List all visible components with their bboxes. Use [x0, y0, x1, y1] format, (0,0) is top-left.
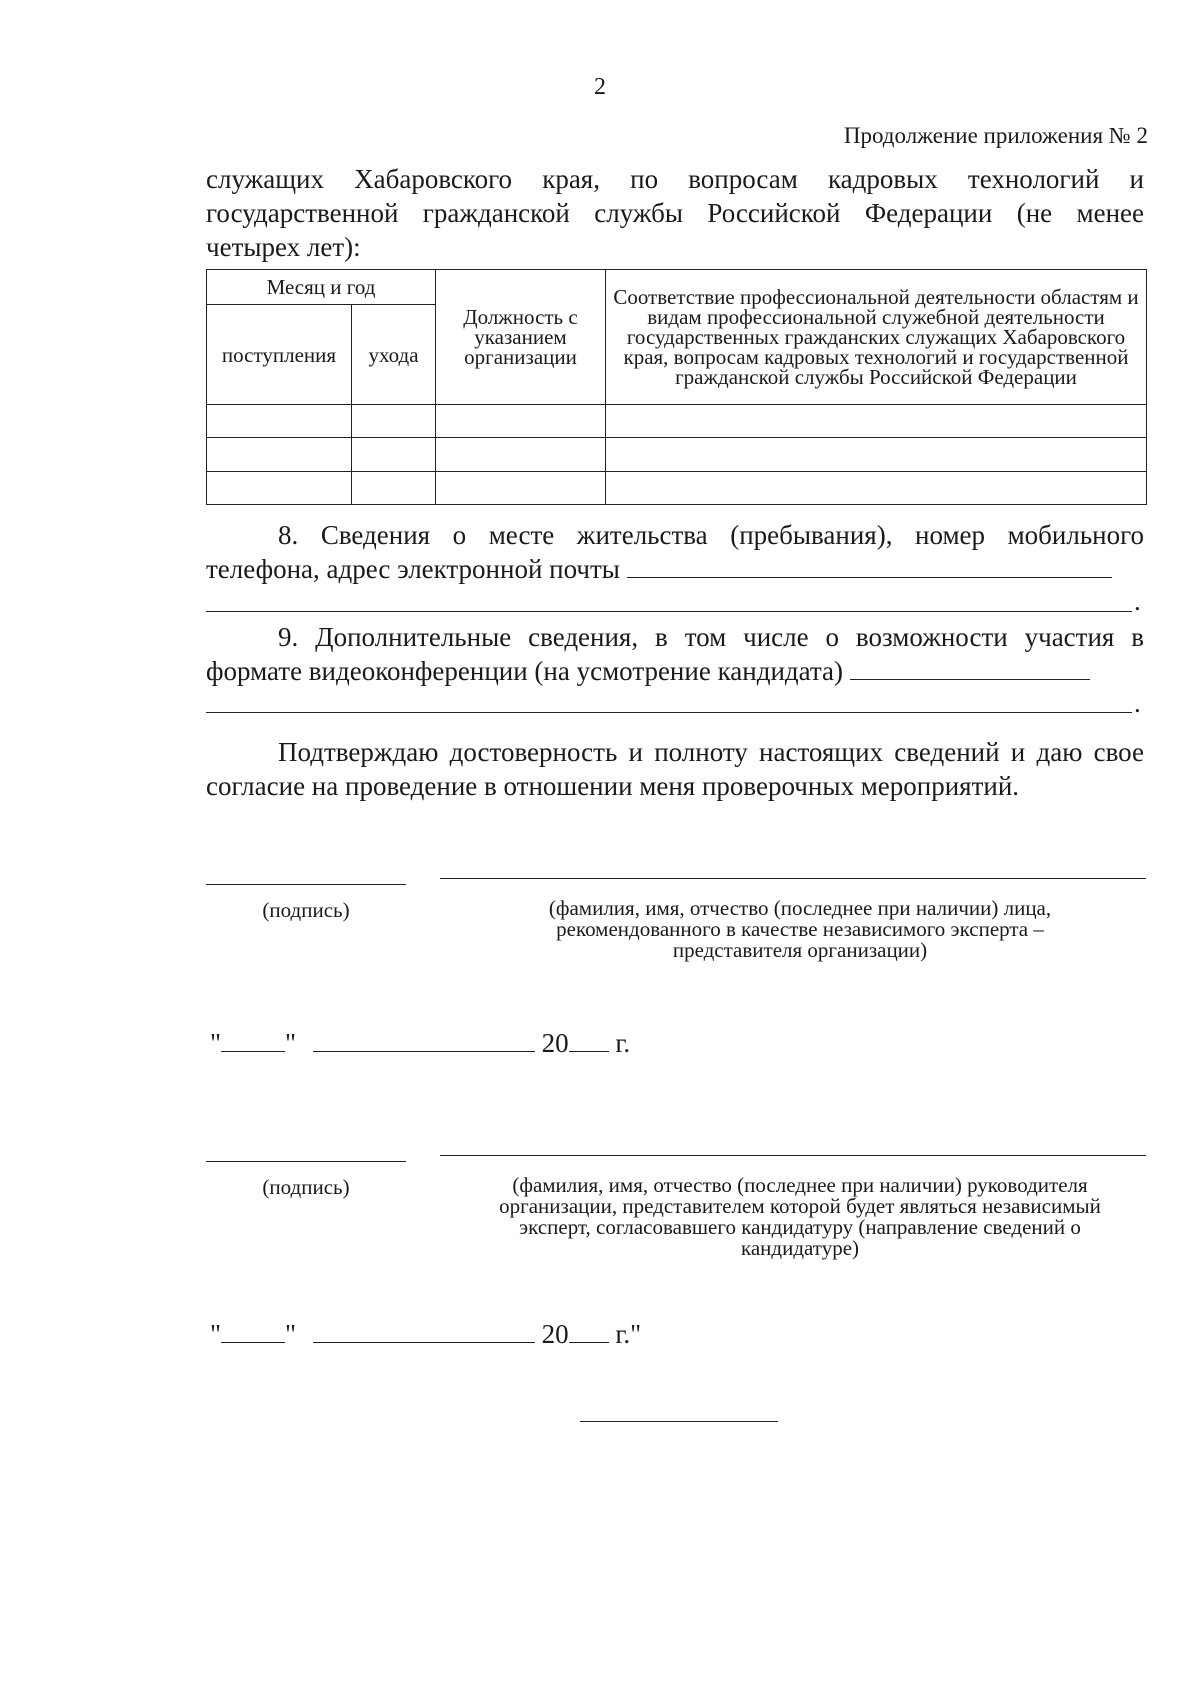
- table-cell[interactable]: [352, 471, 436, 504]
- item-8-end-mark: .: [1134, 586, 1141, 616]
- table-cell[interactable]: [606, 405, 1147, 438]
- closing-separator-line: [580, 1421, 778, 1422]
- signature-2-caption: (подпись): [262, 1175, 350, 1199]
- name-1-caption: (фамилия, имя, отчество (последнее при наличии) лица, рекомендованного в качестве независимого эксперта – представителя организации): [548, 896, 1052, 962]
- appendix-note: Продолжение приложения № 2: [843, 123, 1148, 148]
- table-cell[interactable]: [606, 438, 1147, 471]
- item-9-line-2: формате видеоконференции (на усмотрение кандидата): [206, 656, 844, 686]
- intro-line-2: государственной гражданской службы Российской Федерации (не менее: [206, 198, 1144, 228]
- table-cell[interactable]: [436, 438, 606, 471]
- table-row: [207, 438, 1147, 471]
- item-8-fill-line-2[interactable]: [206, 611, 1132, 612]
- signature-1-line[interactable]: [206, 884, 406, 885]
- table-cell[interactable]: [207, 405, 352, 438]
- name-2-line[interactable]: [440, 1155, 1146, 1156]
- header-end: ухода: [352, 305, 436, 405]
- header-start: поступления: [207, 305, 352, 405]
- header-position: Должность с указанием организации: [436, 270, 606, 405]
- table-cell[interactable]: [606, 471, 1147, 504]
- date-2-open-quote: ": [210, 1319, 222, 1349]
- item-8-line-1: 8. Сведения о месте жительства (пребывания), номер мобильного: [278, 520, 1144, 550]
- confirmation-line-2: согласие на проведение в отношении меня проверочных мероприятий.: [206, 771, 1020, 801]
- date-1-row: [210, 1027, 630, 1058]
- table-row: [207, 471, 1147, 504]
- item-9-fill-line-2[interactable]: [206, 712, 1132, 713]
- employment-table: [206, 269, 1147, 505]
- table-cell[interactable]: [436, 405, 606, 438]
- item-9-paragraph: [206, 620, 1144, 654]
- intro-paragraph: [206, 162, 1144, 264]
- item-9-end-mark: .: [1134, 688, 1141, 718]
- date-1-open-quote: ": [210, 1028, 222, 1058]
- item-8-paragraph: [206, 518, 1144, 552]
- table-cell[interactable]: [207, 438, 352, 471]
- table-cell[interactable]: [436, 471, 606, 504]
- table-row: [207, 405, 1147, 438]
- name-1-line[interactable]: [440, 878, 1146, 879]
- signature-1-caption: (подпись): [262, 898, 350, 922]
- date-2-year-prefix: 20: [541, 1319, 569, 1349]
- table-cell[interactable]: [352, 405, 436, 438]
- date-1-year-suffix: г.: [615, 1028, 631, 1058]
- item-8-line-2-row: [206, 552, 1144, 586]
- date-2-month-blank[interactable]: [313, 1318, 535, 1343]
- intro-line-3: четырех лет):: [206, 232, 361, 262]
- date-2-day-blank[interactable]: [221, 1318, 285, 1343]
- confirmation-paragraph: [206, 735, 1144, 803]
- signature-2-line[interactable]: [206, 1161, 406, 1162]
- confirmation-line-1: Подтверждаю достоверность и полноту настоящих сведений и даю свое: [278, 737, 1144, 767]
- date-1-close-quote: ": [285, 1028, 297, 1058]
- header-month-year: Месяц и год: [207, 270, 436, 305]
- intro-line-1: служащих Хабаровского края, по вопросам кадровых технологий и: [206, 164, 1144, 194]
- header-correspondence: Соответствие профессиональной деятельности областям и видам профессиональной служебной деятельности государственных гражданских служащих Хабаровского края, вопросам кадровых технологий и государственной гражданской службы Российской Федерации: [606, 270, 1147, 405]
- date-2-row: [210, 1318, 641, 1349]
- table-cell[interactable]: [207, 471, 352, 504]
- email-fill-line[interactable]: [627, 577, 1112, 578]
- date-2-close-quote: ": [285, 1319, 297, 1349]
- date-1-month-blank[interactable]: [313, 1027, 535, 1052]
- date-1-year-prefix: 20: [541, 1028, 569, 1058]
- name-2-caption: (фамилия, имя, отчество (последнее при наличии) руководителя организации, представителем которой будет являться независимый эксперт, согласовавшего кандидатуру (направление сведений о кандидатуре): [499, 1173, 1101, 1260]
- date-1-day-blank[interactable]: [221, 1027, 285, 1052]
- date-1-year-blank[interactable]: [569, 1027, 609, 1052]
- table-cell[interactable]: [352, 438, 436, 471]
- item-9-line-2-row: [206, 654, 1144, 688]
- page-number: 2: [594, 74, 606, 100]
- date-2-year-blank[interactable]: [569, 1318, 609, 1343]
- item-9-fill-line-1[interactable]: [850, 679, 1090, 680]
- date-2-year-suffix: г.": [615, 1319, 642, 1349]
- item-8-line-2: телефона, адрес электронной почты: [206, 554, 620, 584]
- item-9-line-1: 9. Дополнительные сведения, в том числе о возможности участия в: [278, 622, 1144, 652]
